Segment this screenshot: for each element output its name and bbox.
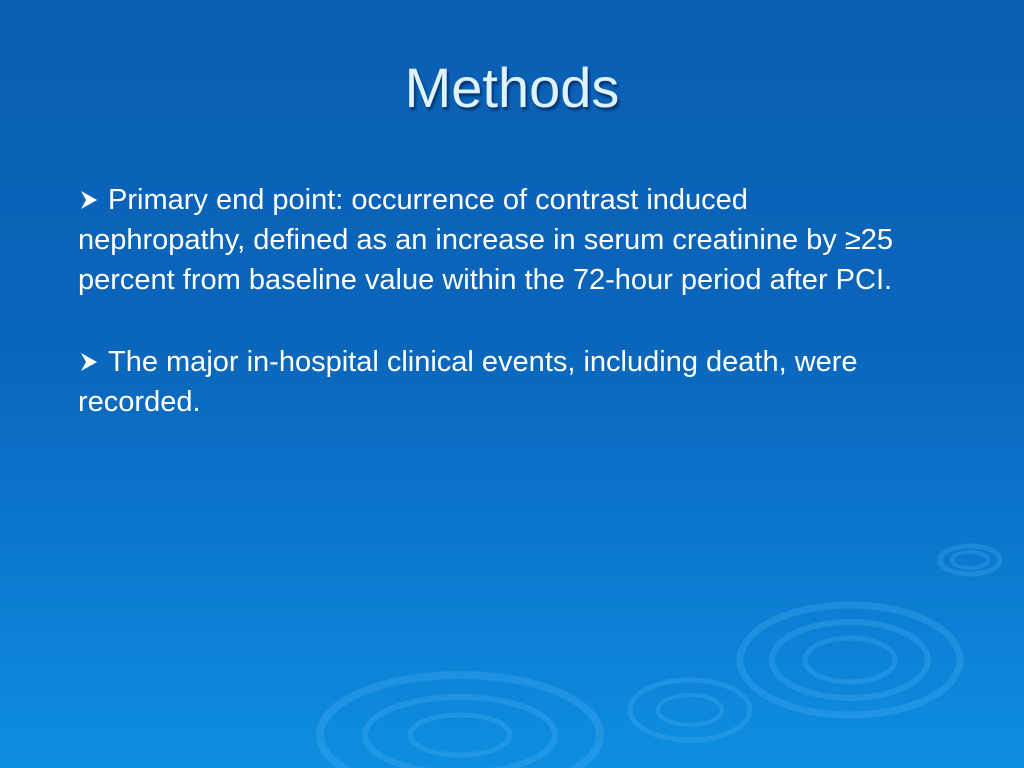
bullet-text: The major in-hospital clinical events, including death, were recorded. <box>78 346 858 418</box>
arrow-bullet-icon <box>78 351 100 373</box>
arrow-bullet-icon <box>78 189 100 211</box>
slide-title: Methods <box>404 56 620 119</box>
bullet-item <box>78 342 898 422</box>
bullet-item <box>78 180 898 300</box>
bullet-list <box>78 180 898 464</box>
bullet-text: Primary end point: occurrence of contrast induced nephropathy, defined as an increase in serum creatinine by ≥25 percent from baseline value within the 72-hour period after PCI. <box>78 184 893 296</box>
